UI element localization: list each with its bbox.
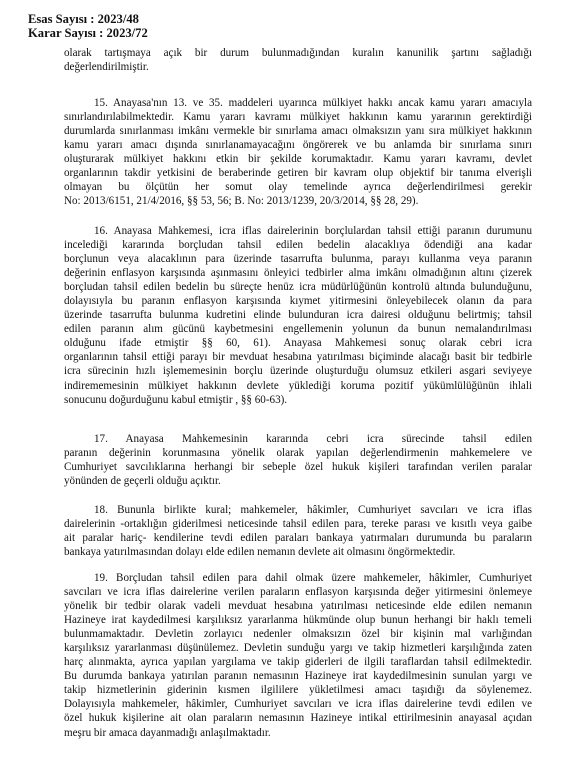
text-line: 18. Bununla birlikte kural; mahkemeler, hâkimler, Cumhuriyet savcıları ve icra iflas <box>94 504 532 516</box>
text-line: karşılıksız yararlanması düşünülemez. Devletin sunduğu yargı ve takip hizmetleri karşılığında zaten <box>64 642 532 655</box>
text-line: değerlendirilmiştir. <box>64 61 149 74</box>
text-line: icra sürecinin hızlı işlememesinin borçlu üzerinde oluşturduğu olumsuz etkileri asgari seviyeye <box>64 365 532 378</box>
decision-number: Karar Sayısı : 2023/72 <box>28 26 148 40</box>
text-line: paranın değerinin korunmasına yönelik olarak yapılan değerlendirmenin mahkemelere ve <box>64 447 532 460</box>
case-number: Esas Sayısı : 2023/48 <box>28 12 139 26</box>
text-line: Cumhuriyet savcılıklarına herhangi bir sebeple özel hukuk kişileri tarafından verilen paralar <box>64 461 532 474</box>
paragraph-18 <box>64 503 532 559</box>
paragraph-14-tail <box>64 46 532 74</box>
text-line: meşru bir amaca dayanmadığı anlaşılmaktadır. <box>64 726 271 739</box>
text-line: olmayan bu ölçütün her somut olay temelinde ayrıca değerlendirilmesi gerekir <box>64 181 532 194</box>
text-line: sonucunu doğurduğunu kabul etmiştir , §§ 60-63). <box>64 393 288 406</box>
paragraph-19 <box>64 571 532 740</box>
text-line: savcıları ve icra iflas dairelerine verilen paraların enflasyon karşısında değer yitirmesini önlemeye <box>64 586 532 599</box>
text-line: üzerinde tasarrufta bulunma kudretini elinde bulunduran icra dairesi olduğunu belirtmiş; tahsil <box>64 309 532 322</box>
text-line: organlarının tahsil ettiği parayı bir mevduat hesabına yatırılması biçiminde alacağı basit bir tedbirle <box>64 351 532 364</box>
text-line: 19. Borçludan tahsil edilen para dahil olmak üzere mahkemeler, hâkimler, Cumhuriyet <box>94 572 532 584</box>
text-line: dolayısıyla bu paranın enflasyon karşısında kıymet yitirmesini önleyebilecek olanın da para <box>64 295 532 308</box>
text-line: özel hukuk kişilerine ait olan paraların nemasının Hazineye intikal ettirilmesinin anayasal açıdan <box>64 712 532 725</box>
text-line: bulunmamaktadır. Devletin zorlayıcı nedenler olmaksızın özel bir kişinin mal varlığından <box>64 628 532 641</box>
text-line: borçludan tahsil edilen bedelin bu süreçte henüz icra müdürlüğünün kontrolü altında bulunduğunu, <box>64 281 532 294</box>
text-line: olarak tartışmaya açık bir durum bulunmadığından kuralın kanunilik şartını sağladığı <box>64 47 532 59</box>
text-line: No: 2013/6151, 21/4/2016, §§ 53, 56; B. No: 2013/1239, 20/3/2014, §§ 28, 29). <box>64 195 419 208</box>
paragraph-16 <box>64 224 532 407</box>
text-line: dairelerinin -ortaklığın giderilmesi neticesinde tahsil edilen para, tereke parası ve kısıtlı veya gaibe <box>64 518 532 531</box>
text-line: edilen paranın alım gücünü kaybetmesini engellemenin yolunun da bunun nemalandırılması <box>64 323 532 336</box>
text-line: 15. Anayasa'nın 13. ve 35. maddeleri uyarınca mülkiyet hakkı ancak kamu yararı amacıyla <box>94 97 532 109</box>
text-line: ait paralar hariç- kendilerine tevdi edilen paraları bankaya yatırmaları durumunda bu paraların <box>64 532 532 545</box>
text-line: değerinin enflasyon karşısında aşınmasını önleyici tedbirler alma imkânı olmadığının altını çizerek <box>64 267 532 280</box>
text-line: bankaya yatırılmasından dolayı elde edilen nemanın devlete ait olmasını öngörmektedir. <box>64 546 456 559</box>
text-line: Dolayısıyla mahkemeler, hâkimler, Cumhuriyet savcıları ve icra iflas dairelerine tevdi edilen ve <box>64 698 532 711</box>
text-line: durumlarda sınırlanması imkânı vermekle bir sınırlama amacı olmaksızın yanı sıra mülkiyet hakkının <box>64 125 532 138</box>
text-line: Hazineye irat kaydedilmesi karşılıksız yararlanma hükmünde olup bunun herhangi bir haklı temeli <box>64 614 532 627</box>
text-line: takip hizmetlerinin giderinin kısmen ilgililere yükletilmesi amacı taşıdığı da söylenemez. <box>64 684 532 697</box>
document-header <box>28 12 148 40</box>
paragraph-15 <box>64 96 532 208</box>
text-line: sınırlandırılabilmektedir. Kamu yararı kavramı mülkiyet hakkının kamu yararının gerektirdiği <box>64 111 532 124</box>
text-line: incelediği kararında borçludan tahsil edilen bedelin alacaklıya ödendiği ana kadar <box>64 239 532 252</box>
text-line: yönelik bir tedbir olarak vadeli mevduat hesabına yatırılması neticesinde elde edilen nemanın <box>64 600 532 613</box>
text-line: Bu durumda bankaya yatırılan paranın nemasının Hazineye irat kaydedilmesinin sunulan yargı ve <box>64 670 532 683</box>
text-line: oluşturarak mülkiyet hakkını etkin bir şekilde korumaktadır. Kamu yararı kavramı, devlet <box>64 153 532 166</box>
text-line: organlarının takdir yetkisini de beraberinde getiren bir kavram olup objektif bir tanıma elverişli <box>64 167 532 180</box>
paragraph-17 <box>64 432 532 488</box>
text-line: indirememesinin mülkiyet hakkının devlete yüklediği koruma pozitif yükümlülüğünün ihlali <box>64 379 532 392</box>
text-line: 17. Anayasa Mahkemesinin kararında cebri icra sürecinde tahsil edilen <box>94 433 532 445</box>
text-line: yönünden de geçerli olduğu açıktır. <box>64 475 221 488</box>
text-line: 16. Anayasa Mahkemesi, icra iflas dairelerinin borçlulardan tahsil ettiği paranın durumunu <box>94 225 532 237</box>
text-line: olduğunu ifade etmiştir §§ 60, 61). Anayasa Mahkemesi sonuç olarak cebri icra <box>64 337 532 350</box>
text-line: harç alınmakta, ayrıca yapılan yargılama ve takip giderleri de ilgili taraflardan tahsil edilmektedir. <box>64 656 532 669</box>
text-line: kamu yararı amacı dışında sınırlanamayacağını öngörerek ve bu anlamda bir sınırlama sınırı <box>64 139 532 152</box>
text-line: borçlunun veya alacaklının para üzerinde tasarrufta bulunma, parayı kullanma veya paranın <box>64 253 532 266</box>
